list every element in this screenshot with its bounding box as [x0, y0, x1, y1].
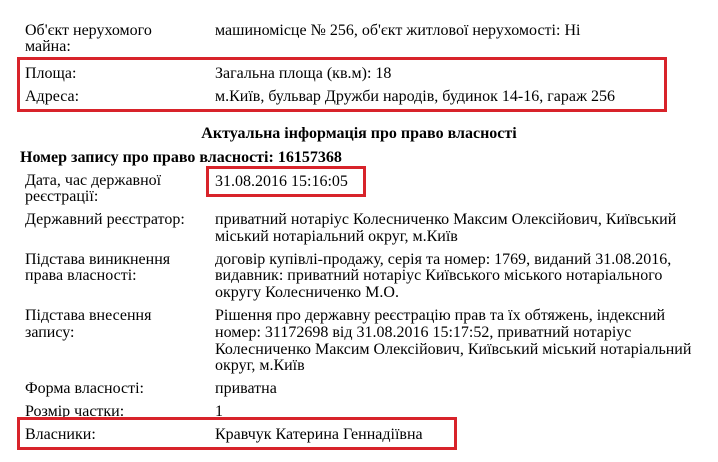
registration-date-label-line1: Дата, час державної: [25, 172, 162, 189]
area-label: Площа:: [25, 65, 77, 82]
entry-basis-value-line3: Колесниченко Максим Олексійович, Київський міський нотаріальний: [215, 341, 692, 358]
registrar-value-line1: приватний нотаріус Колесниченко Максим Олексійович, Київський: [215, 211, 677, 228]
ownership-form-value: приватна: [215, 380, 277, 397]
section-title: Актуальна інформація про право власності: [201, 125, 517, 142]
registrar-label: Державний реєстратор:: [25, 211, 185, 228]
ownership-basis-value-line3: округу Колесниченко М.О.: [215, 284, 399, 301]
ownership-basis-label-line1: Підстава виникнення: [25, 251, 171, 268]
ownership-basis-value-line1: договір купівлі-продажу, серія та номер: 1769, виданий 31.08.2016,: [215, 251, 672, 268]
share-size-value: 1: [215, 403, 223, 420]
entry-basis-value-line2: номер: 31172698 від 31.08.2016 15:17:52, приватний нотаріус: [215, 324, 632, 341]
entry-basis-label-line1: Підстава внесення: [25, 307, 152, 324]
object-value: машиномісце № 256, об'єкт житлової нерухомості: Ні: [215, 22, 581, 39]
registration-date-label-line2: реєстрації:: [25, 188, 99, 205]
owners-value: Кравчук Катерина Геннадіївна: [215, 426, 423, 443]
object-label-line1: Об'єкт нерухомого: [25, 22, 152, 39]
address-label: Адреса:: [25, 88, 80, 105]
owners-label: Власники:: [25, 426, 96, 443]
ownership-basis-label-line2: права власності:: [25, 267, 137, 284]
registrar-value-line2: міський нотаріальний округ, м.Київ: [215, 228, 458, 245]
share-size-label: Розмір частки:: [25, 403, 125, 420]
entry-basis-value-line4: округ, м.Київ: [215, 357, 305, 374]
ownership-basis-value-line2: видавник: приватний нотаріус Київського міського нотаріального: [215, 267, 663, 284]
registration-date-value: 31.08.2016 15:16:05: [215, 173, 348, 190]
entry-basis-value-line1: Рішення про державну реєстрацію прав та їх обтяжень, індексний: [215, 307, 666, 324]
area-value: Загальна площа (кв.м): 18: [215, 65, 392, 82]
ownership-form-label: Форма власності:: [25, 380, 144, 397]
entry-basis-label-line2: запису:: [25, 324, 75, 341]
object-label-line2: майна:: [25, 38, 71, 55]
address-value: м.Київ, бульвар Дружби народів, будинок 14-16, гараж 256: [215, 88, 616, 105]
record-number: Номер запису про право власності: 16157368: [20, 149, 342, 166]
